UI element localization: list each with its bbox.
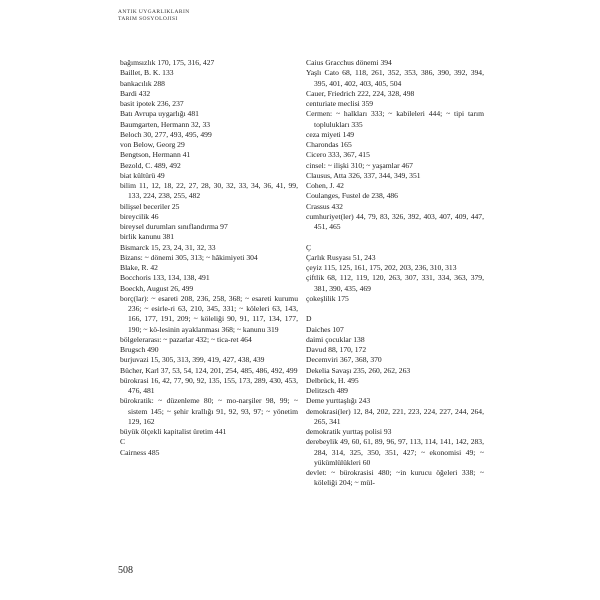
index-entry: Bizans: ~ dönemi 305, 313; ~ hâkimiyeti 304 bbox=[120, 252, 258, 262]
index-entry: Deme yurttaşlığı 243 bbox=[306, 396, 371, 406]
running-header-line-1: ANTIK UYGARLIKLARIN bbox=[118, 9, 190, 15]
index-entry: Decemviri 367, 368, 370 bbox=[306, 355, 382, 365]
index-entry: Bengtson, Hermann 41 bbox=[120, 150, 191, 160]
index-entry: Cohen, J. 42 bbox=[306, 181, 344, 190]
section-letter: Ç bbox=[306, 242, 312, 252]
index-entry: Caius Gracchus dönemi 394 bbox=[306, 58, 392, 67]
index-entry: bankacılık 288 bbox=[120, 78, 165, 88]
index-entry: demokratik yurttaş polisi 93 bbox=[306, 427, 392, 436]
index-entry: biat kültürü 49 bbox=[120, 170, 165, 180]
index-entry: Davud 88, 170, 172 bbox=[306, 345, 367, 354]
index-entry: Brugsch 490 bbox=[120, 345, 159, 354]
index-entry: çiftlik 68, 112, 119, 120, 263, 307, 331, 334, 363, 379, 381, 390, 435, 469 bbox=[306, 273, 484, 293]
index-entry: çokeşlilik 175 bbox=[306, 293, 349, 303]
index-entry: ceza miyeti 149 bbox=[306, 129, 355, 139]
section-letter: D bbox=[306, 314, 312, 324]
index-entry: centuriate meclisi 359 bbox=[306, 99, 374, 108]
index-entry: bireysel durumları sınıflandırma 97 bbox=[120, 222, 228, 231]
index-entry: bürokratik: ~ düzenleme 80; ~ mo-narşiler 98, 99; ~ sistem 145; ~ şehir krallığı 91, 92, 93, 97; ~ yönetim 129, 162 bbox=[120, 396, 298, 426]
index-entry: Bardi 432 bbox=[120, 88, 151, 98]
index-entry: Baumgarten, Hermann 32, 33 bbox=[120, 119, 211, 129]
index-entry: bilim 11, 12, 18, 22, 27, 28, 30, 32, 33, 34, 36, 41, 99, 133, 224, 238, 255, 482 bbox=[120, 181, 298, 201]
blank-line bbox=[306, 232, 484, 242]
index-entry: Beloch 30, 277, 493, 495, 499 bbox=[120, 129, 212, 139]
index-column-left bbox=[120, 58, 298, 458]
running-header-line-2: TARIM SOSYOLOJISI bbox=[118, 16, 178, 22]
index-entry: Cauer, Friedrich 222, 224, 328, 498 bbox=[306, 88, 415, 98]
index-entry: Batı Avrupa uygarlığı 481 bbox=[120, 109, 199, 119]
index-entry: Dekelia Savaşı 235, 260, 262, 263 bbox=[306, 365, 411, 375]
index-entry: Cicero 333, 367, 415 bbox=[306, 150, 370, 160]
index-entry: Baillet, B. K. 133 bbox=[120, 68, 174, 78]
index-entry: Coulanges, Fustel de 238, 486 bbox=[306, 191, 398, 201]
index-entry: cinsel: ~ ilişki 310; ~ yaşamlar 467 bbox=[306, 160, 413, 170]
index-entry: Charondas 165 bbox=[306, 140, 352, 149]
index-entry: daimi çocuklar 138 bbox=[306, 334, 365, 344]
index-entry: devlet: ~ bürokrasisi 480; ~in kurucu öğeleri 338; ~ köleliği 204; ~ mül- bbox=[306, 468, 484, 488]
index-entry: burjuvazi 15, 305, 313, 399, 419, 427, 438, 439 bbox=[120, 355, 265, 365]
index-entry: çeyiz 115, 125, 161, 175, 202, 203, 236, 310, 313 bbox=[306, 263, 457, 272]
index-entry: Blake, R. 42 bbox=[120, 263, 158, 272]
index-entry: bilişsel beceriler 25 bbox=[120, 201, 180, 211]
index-entry: Cermen: ~ halkları 333; ~ kabileleri 444; ~ tipi tarım toplulukları 335 bbox=[306, 109, 484, 129]
index-entry: Clausus, Atta 326, 337, 344, 349, 351 bbox=[306, 170, 421, 180]
index-entry: bireycilik 46 bbox=[120, 211, 159, 221]
index-entry: Crassus 432 bbox=[306, 201, 343, 211]
index-entry: bölgelerarası: ~ pazarlar 432; ~ tica-ret 464 bbox=[120, 334, 252, 344]
index-entry: birlik kanunu 381 bbox=[120, 232, 174, 242]
index-entry: Boeckh, August 26, 499 bbox=[120, 283, 194, 293]
index-entry: Bezold, C. 489, 492 bbox=[120, 160, 181, 170]
blank-line bbox=[306, 304, 484, 314]
index-entry: Delbrück, H. 495 bbox=[306, 375, 359, 385]
page-number: 508 bbox=[118, 565, 133, 576]
index-entry: derebeylik 49, 60, 61, 89, 96, 97, 113, 114, 141, 142, 283, 284, 314, 325, 350, 351, 427; ~ ekonomisi 49; ~ yükümlülükleri 60 bbox=[306, 437, 484, 467]
index-entry: Daiches 107 bbox=[306, 324, 344, 334]
index-column-right bbox=[306, 58, 484, 489]
index-entry: Bocchoris 133, 134, 138, 491 bbox=[120, 273, 210, 283]
index-entry: bağımsızlık 170, 175, 316, 427 bbox=[120, 58, 215, 67]
index-entry: cumhuriyet(ler) 44, 79, 83, 326, 392, 403, 407, 409, 447, 451, 465 bbox=[306, 211, 484, 231]
running-header bbox=[118, 9, 190, 23]
index-entry: Bismarck 15, 23, 24, 31, 32, 33 bbox=[120, 242, 216, 252]
index-entry: bürokrasi 16, 42, 77, 90, 92, 135, 155, 173, 289, 430, 453, 476, 481 bbox=[120, 375, 298, 395]
index-entry: demokrasi(ler) 12, 84, 202, 221, 223, 224, 227, 244, 264, 265, 341 bbox=[306, 406, 484, 426]
index-entry: Bücher, Karl 37, 53, 54, 124, 201, 254, 485, 486, 492, 499 bbox=[120, 365, 298, 375]
index-entry: Cairness 485 bbox=[120, 447, 160, 457]
index-entry: borç(lar): ~ esareti 208, 236, 258, 368; ~ esareti kurumu 236; ~ esirle-ri 63, 210, 345, 331; ~ köleleri 63, 143, 166, 177, 191, 209; ~ köleliği 90, 91, 117, 134, 177, 190; ~ kö-lesinin ayaklanması 368; ~ kanunu 319 bbox=[120, 293, 298, 334]
index-entry: Delitzsch 489 bbox=[306, 386, 348, 395]
index-entry: basit ipotek 236, 237 bbox=[120, 99, 184, 108]
index-entry: Çarlık Rusyası 51, 243 bbox=[306, 252, 376, 262]
index-entry: büyük ölçekli kapitalist üretim 441 bbox=[120, 427, 227, 436]
index-entry: von Below, Georg 29 bbox=[120, 140, 185, 149]
section-letter: C bbox=[120, 437, 126, 447]
index-entry: Yaşlı Cato 68, 118, 261, 352, 353, 386, 390, 392, 394, 395, 401, 402, 403, 405, 504 bbox=[306, 68, 484, 88]
